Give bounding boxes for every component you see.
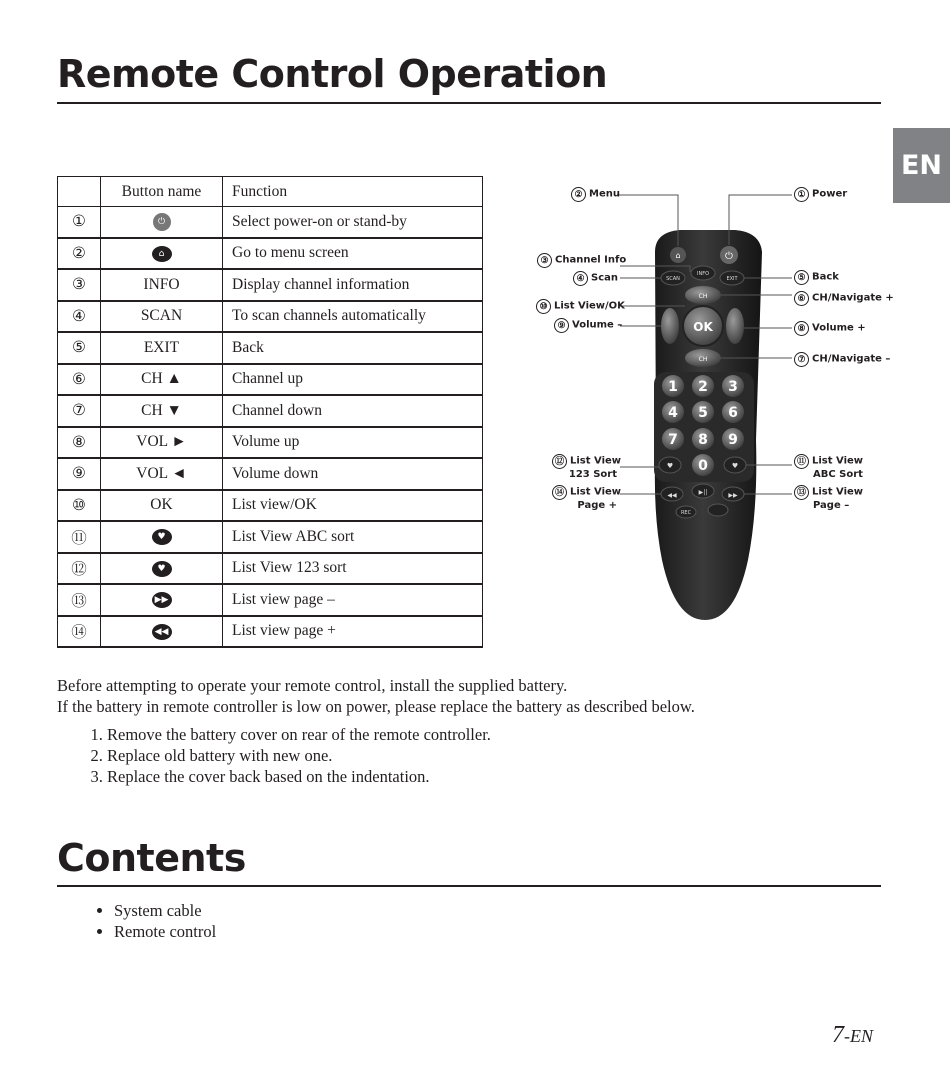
info-key-label: INFO: [696, 271, 710, 277]
svg-text:2: 2: [698, 379, 708, 395]
row-number: ⑤: [58, 332, 101, 364]
row-number: ⑧: [58, 427, 101, 459]
123-sort-icon: ♥: [152, 561, 172, 577]
table-row: [58, 490, 483, 522]
step-item: 1. Remove the battery cover on rear of the remote controller.: [107, 724, 491, 745]
row-number: ⑦: [58, 395, 101, 427]
button-function-table: [57, 176, 483, 648]
table-row: [58, 395, 483, 427]
row-function: Volume up: [223, 427, 483, 459]
vol-minus-key: [661, 308, 679, 344]
list-item: • System cable: [114, 900, 216, 921]
row-button-name: OK: [101, 490, 223, 522]
table-header-num: [58, 177, 101, 207]
table-row: [58, 521, 483, 553]
row-button-name: INFO: [101, 269, 223, 301]
row-button-name: EXIT: [101, 332, 223, 364]
list-item: • Remote control: [114, 921, 216, 942]
callout-volume-minus: ⑨ Volume –: [554, 318, 622, 333]
table-header-name: Button name: [101, 177, 223, 207]
svg-text:8: 8: [698, 432, 708, 448]
rewind-icon: ◀◀: [152, 624, 172, 640]
row-number: ⑫: [58, 553, 101, 585]
battery-low-note: If the battery in remote controller is low on power, please replace the battery as described below.: [57, 697, 695, 716]
row-button-name: SCAN: [101, 301, 223, 333]
row-function: Volume down: [223, 458, 483, 490]
callout-ch-up: ⑥ CH/Navigate +: [794, 291, 894, 306]
table-row: [58, 364, 483, 396]
table-row: [58, 301, 483, 333]
row-function: Select power-on or stand-by: [223, 207, 483, 238]
row-button-name: [101, 238, 223, 270]
row-function: List view page +: [223, 616, 483, 648]
row-number: ②: [58, 238, 101, 270]
table-row: [58, 616, 483, 648]
table-row: [58, 207, 483, 238]
callout-back: ⑤ Back: [794, 270, 839, 285]
callout-page-plus: ⑭ List View Page +: [552, 485, 617, 512]
row-number: ①: [58, 207, 101, 238]
svg-text:0: 0: [698, 458, 708, 474]
aux-key: [708, 504, 728, 516]
remote-control-illustration: [530, 180, 890, 630]
svg-text:▶||: ▶||: [698, 489, 708, 496]
battery-intro: Before attempting to operate your remote control, install the supplied battery.: [57, 676, 568, 695]
row-number: ⑬: [58, 584, 101, 616]
ch-up-label: CH: [698, 293, 708, 300]
row-function: Channel down: [223, 395, 483, 427]
scan-key-label: SCAN: [666, 276, 680, 282]
row-button-name: [101, 553, 223, 585]
callout-list-123: ⑫ List View 123 Sort: [552, 454, 617, 481]
table-row: [58, 553, 483, 585]
callout-page-minus: ⑬ List View Page –: [794, 485, 863, 512]
svg-text:4: 4: [668, 405, 678, 421]
row-function: List view page –: [223, 584, 483, 616]
row-number: ⑥: [58, 364, 101, 396]
power-icon: ⏻: [153, 213, 171, 231]
menu-icon: ⌂: [152, 246, 172, 262]
row-button-name: [101, 521, 223, 553]
contents-title: Contents: [57, 836, 246, 880]
exit-key-label: EXIT: [726, 276, 738, 282]
svg-text:♥: ♥: [731, 462, 739, 470]
table-row: [58, 238, 483, 270]
table-row: [58, 332, 483, 364]
row-number: ③: [58, 269, 101, 301]
row-button-name: VOL ◄: [101, 458, 223, 490]
row-button-name: [101, 616, 223, 648]
row-button-name: [101, 207, 223, 238]
callout-ch-down: ⑦ CH/Navigate –: [794, 352, 890, 367]
callout-list-abc: ⑪ List View ABC Sort: [794, 454, 863, 481]
row-number: ④: [58, 301, 101, 333]
row-function: List View ABC sort: [223, 521, 483, 553]
table-row: [58, 458, 483, 490]
step-item: 2. Replace old battery with new one.: [107, 745, 491, 766]
fast-forward-icon: ▶▶: [152, 592, 172, 608]
abc-sort-icon: ♥: [152, 529, 172, 545]
row-function: To scan channels automatically: [223, 301, 483, 333]
page-title: Remote Control Operation: [57, 52, 608, 96]
svg-text:▶▶: ▶▶: [728, 492, 738, 499]
row-function: Channel up: [223, 364, 483, 396]
svg-text:3: 3: [728, 379, 738, 395]
callout-power: ① Power: [794, 187, 847, 202]
svg-text:⏻: ⏻: [725, 251, 733, 262]
row-number: ⑨: [58, 458, 101, 490]
row-button-name: CH ▼: [101, 395, 223, 427]
row-function: Back: [223, 332, 483, 364]
callout-scan: ④ Scan: [573, 271, 618, 286]
svg-text:5: 5: [698, 405, 708, 421]
title-rule: [57, 102, 881, 104]
row-number: ⑩: [58, 490, 101, 522]
svg-text:♥: ♥: [666, 462, 674, 470]
row-function: List View 123 sort: [223, 553, 483, 585]
row-function: Go to menu screen: [223, 238, 483, 270]
row-function: Display channel information: [223, 269, 483, 301]
table-row: [58, 427, 483, 459]
ch-down-label: CH: [698, 356, 708, 363]
callout-volume-plus: ⑧ Volume +: [794, 321, 866, 336]
row-button-name: [101, 584, 223, 616]
contents-list: [94, 900, 216, 942]
svg-text:◀◀: ◀◀: [667, 492, 677, 499]
row-button-name: CH ▲: [101, 364, 223, 396]
vol-plus-key: [726, 308, 744, 344]
table-header-function: Function: [223, 177, 483, 207]
table-row: [58, 584, 483, 616]
svg-text:1: 1: [668, 379, 678, 395]
ok-key-label: OK: [693, 320, 713, 334]
step-item: 3. Replace the cover back based on the indentation.: [107, 766, 491, 787]
svg-text:7: 7: [668, 432, 678, 448]
row-number: ⑪: [58, 521, 101, 553]
callout-list-view-ok: ⑩ List View/OK: [536, 299, 625, 314]
svg-text:9: 9: [728, 432, 738, 448]
row-button-name: VOL ►: [101, 427, 223, 459]
language-tab: EN: [893, 128, 950, 203]
contents-rule: [57, 885, 881, 887]
row-number: ⑭: [58, 616, 101, 648]
callout-menu: ② Menu: [571, 187, 620, 202]
battery-steps: [82, 724, 491, 787]
table-row: [58, 269, 483, 301]
row-function: List view/OK: [223, 490, 483, 522]
svg-text:REC: REC: [680, 510, 692, 516]
page-number: 7-EN: [832, 1022, 873, 1048]
svg-text:⌂: ⌂: [675, 251, 681, 260]
table-header-row: [58, 177, 483, 207]
svg-text:6: 6: [728, 405, 738, 421]
callout-channel-info: ③ Channel Info: [537, 253, 626, 268]
